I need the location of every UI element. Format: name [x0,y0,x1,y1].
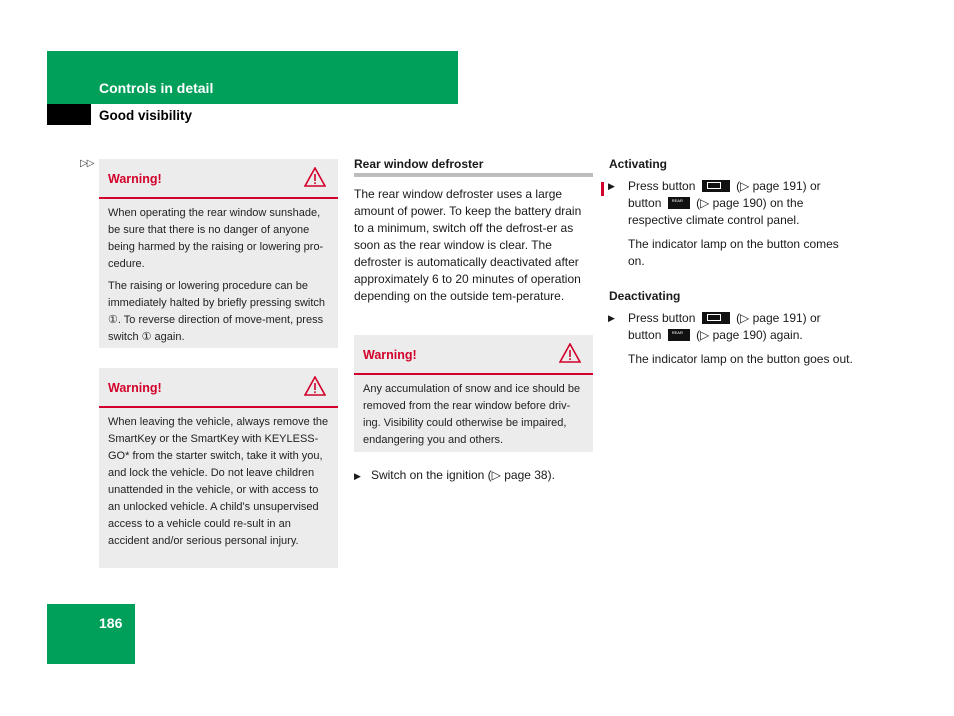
warning-title: Warning! [108,381,162,395]
warning-body [99,408,338,563]
bullet-arrow-icon: ▶ [354,471,361,481]
subsection-title: Good visibility [99,108,193,123]
step-text: (▷ page 190) again. [696,328,803,342]
deactivating-step [608,310,856,344]
activating-step [608,178,856,229]
warning-box-snow [354,335,593,452]
indicator-note: The indicator lamp on the button comes on. [628,237,839,268]
rear-defrost-button-icon [702,180,730,192]
warning-paragraph: Any accumulation of snow and ice should be removed from the rear window before driv-ing. Visibility could otherwise be impaired, endangering you and others. [363,383,581,446]
page-number-band [47,604,135,664]
page-number: 186 [99,615,123,631]
warning-paragraph: When operating the rear window sunshade, be sure that there is no danger of anyone being harmed by the raising or lowering pro-cedure. [108,207,324,270]
revision-bar [601,182,604,196]
warning-triangle-icon [304,376,326,396]
continuation-marker: ▷▷ [80,158,94,169]
section-heading: Rear window defroster [354,157,484,171]
deactivating-heading: Deactivating [609,289,681,303]
step-text: (▷ page 191) or button [628,179,821,210]
warning-header [99,368,338,408]
warning-header [99,159,338,199]
step-text: Switch on the ignition (▷ page 38). [370,468,555,482]
warning-title: Warning! [363,348,417,362]
step-text: (▷ page 191) or button [628,311,821,342]
indicator-note: The indicator lamp on the button goes out. [628,352,853,366]
step-text: Press button [628,179,696,193]
warning-paragraph: The raising or lowering procedure can be immediately halted by briefly pressing switch ①. To reverse direction of move-ment, press switch ① again. [108,280,326,343]
step-text: Press button [628,311,696,325]
rear-defrost-rear-button-icon: REAR [668,329,690,341]
section-title: Controls in detail [99,80,214,96]
body-paragraph: The rear window defroster uses a large amount of power. To keep the battery drain to a minimum, switch off the defrost-er as soon as the rear window is clear. The defroster is automatically deactivated after approximately 6 to 20 minutes of operation depending on the outside tem-perature. [354,187,582,303]
header-band [47,51,458,104]
activating-heading: Activating [609,157,668,171]
warning-title: Warning! [108,172,162,186]
rear-defrost-rear-button-icon: REAR [668,197,690,209]
bullet-arrow-icon: ▶ [608,181,615,191]
warning-body [99,199,338,359]
heading-rule [354,173,593,177]
warning-paragraph: When leaving the vehicle, always remove the SmartKey or the SmartKey with KEYLESS-GO* from the starter switch, take it with you, and lock the vehicle. Do not leave children unattended in the vehicle, or with access to an unlocked vehicle. A child's unsupervised access to a vehicle could re-sult in an accident and/or serious personal injury. [108,416,329,547]
section-tab-marker [47,104,91,125]
warning-triangle-icon [559,343,581,363]
warning-box-children [99,368,338,568]
bullet-arrow-icon: ▶ [608,313,615,323]
rear-defrost-button-icon [702,312,730,324]
step-text: (▷ page 190) on the respective climate control panel. [628,196,804,227]
warning-body [354,375,593,462]
warning-header [354,335,593,375]
warning-box-sunshade [99,159,338,348]
warning-triangle-icon [304,167,326,187]
instruction-step [354,467,594,485]
